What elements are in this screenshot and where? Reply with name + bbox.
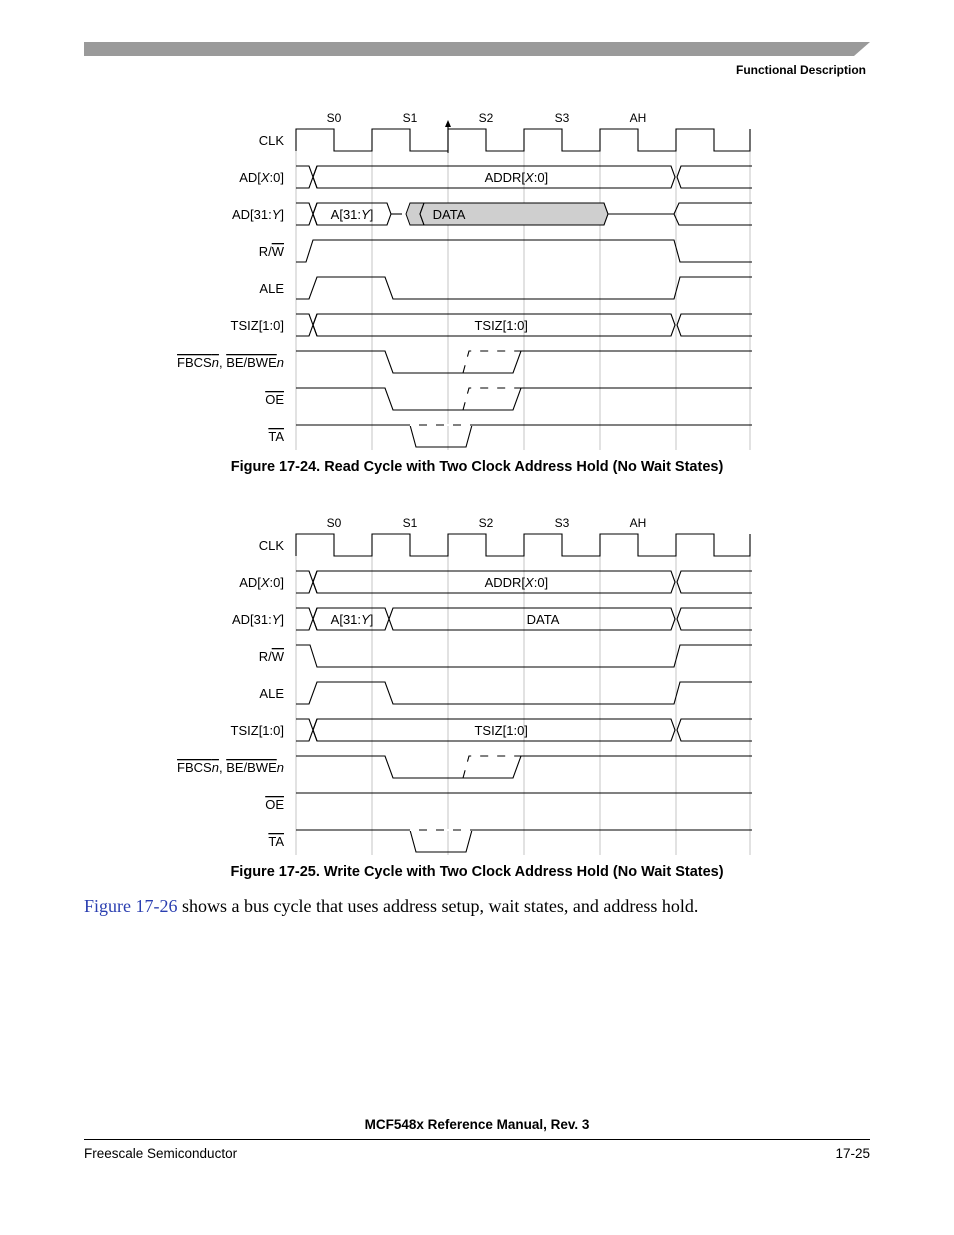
ad-x-address-label: ADDR[X:0] (484, 575, 549, 590)
footer-rule (84, 1139, 870, 1140)
read-cycle-timing-diagram (150, 105, 760, 460)
write-cycle-timing-diagram (150, 510, 760, 865)
footer-company: Freescale Semiconductor (84, 1146, 238, 1161)
state-label-s0: S0 (326, 111, 342, 125)
signal-label: FBCSn, BE/BWEn (177, 760, 284, 775)
signal-label: AD[31:Y] (231, 207, 284, 222)
tsiz-next (677, 314, 752, 336)
state-label-s1: S1 (402, 111, 418, 125)
state-label-ah: AH (629, 516, 647, 530)
body-paragraph (84, 896, 698, 917)
ad-x-hiz-start (296, 571, 317, 593)
state-label-ah: AH (629, 111, 647, 125)
signal-label: R/W (258, 244, 284, 259)
signal-label: TA (268, 429, 284, 444)
state-label-s1: S1 (402, 516, 418, 530)
ad-high-address-label: A[31:Y] (330, 612, 374, 627)
clk-waveform (296, 129, 750, 151)
tsiz-start (296, 314, 317, 336)
signal-label: CLK (258, 133, 284, 148)
header-bar (84, 42, 870, 56)
state-label-s2: S2 (478, 516, 494, 530)
signal-label: AD[31:Y] (231, 612, 284, 627)
ad-x-hiz-start (296, 166, 317, 188)
ad-high-next (674, 203, 752, 225)
ad-high-data-label: DATA (432, 207, 466, 222)
fbcs-dashed-alt (463, 756, 540, 778)
state-label-s2: S2 (478, 111, 494, 125)
ad-high-address-label: A[31:Y] (330, 207, 374, 222)
fbcs-dashed-alt (463, 351, 540, 373)
ad-x-next (677, 166, 752, 188)
state-label-s3: S3 (554, 111, 570, 125)
state-label-s0: S0 (326, 516, 342, 530)
signal-label: OE (265, 797, 284, 812)
ad-high-hiz-start (296, 608, 317, 630)
figure-17-24-caption: Figure 17-24. Read Cycle with Two Clock Address Hold (No Wait States) (230, 459, 724, 475)
read-cycle-svg (150, 105, 760, 455)
signal-label: ALE (259, 686, 284, 701)
signal-label: AD[X:0] (239, 170, 284, 185)
oe-dashed-alt (463, 388, 540, 410)
signal-label: TSIZ[1:0] (230, 723, 284, 738)
clk-sample-arrowhead (445, 120, 451, 127)
figure-17-26-link[interactable]: Figure 17-26 (84, 896, 178, 916)
signal-label: ALE (259, 281, 284, 296)
signal-label: R/W (258, 649, 284, 664)
signal-label: TSIZ[1:0] (230, 318, 284, 333)
tsiz-start (296, 719, 317, 741)
ad-x-address-label: ADDR[X:0] (484, 170, 549, 185)
signal-label: TA (268, 834, 284, 849)
clk-waveform (296, 534, 750, 556)
ad-high-data-label: DATA (526, 612, 560, 627)
state-label-s3: S3 (554, 516, 570, 530)
section-title: Functional Description (735, 63, 866, 77)
signal-label: OE (265, 392, 284, 407)
ad-high-hiz-start (296, 203, 317, 225)
signal-label: FBCSn, BE/BWEn (177, 355, 284, 370)
body-paragraph-text: shows a bus cycle that uses address setup, wait states, and address hold. (177, 896, 699, 916)
figure-17-25-caption: Figure 17-25. Write Cycle with Two Clock Address Hold (No Wait States) (230, 864, 724, 880)
tsiz-next (677, 719, 752, 741)
ad-high-next (677, 608, 752, 630)
footer-page-number: 17-25 (835, 1146, 870, 1161)
tsiz-label: TSIZ[1:0] (474, 318, 528, 333)
write-cycle-svg (150, 510, 760, 860)
tsiz-label: TSIZ[1:0] (474, 723, 528, 738)
ad-x-next (677, 571, 752, 593)
signal-label: CLK (258, 538, 284, 553)
signal-label: AD[X:0] (239, 575, 284, 590)
footer-manual-title: MCF548x Reference Manual, Rev. 3 (364, 1117, 590, 1132)
